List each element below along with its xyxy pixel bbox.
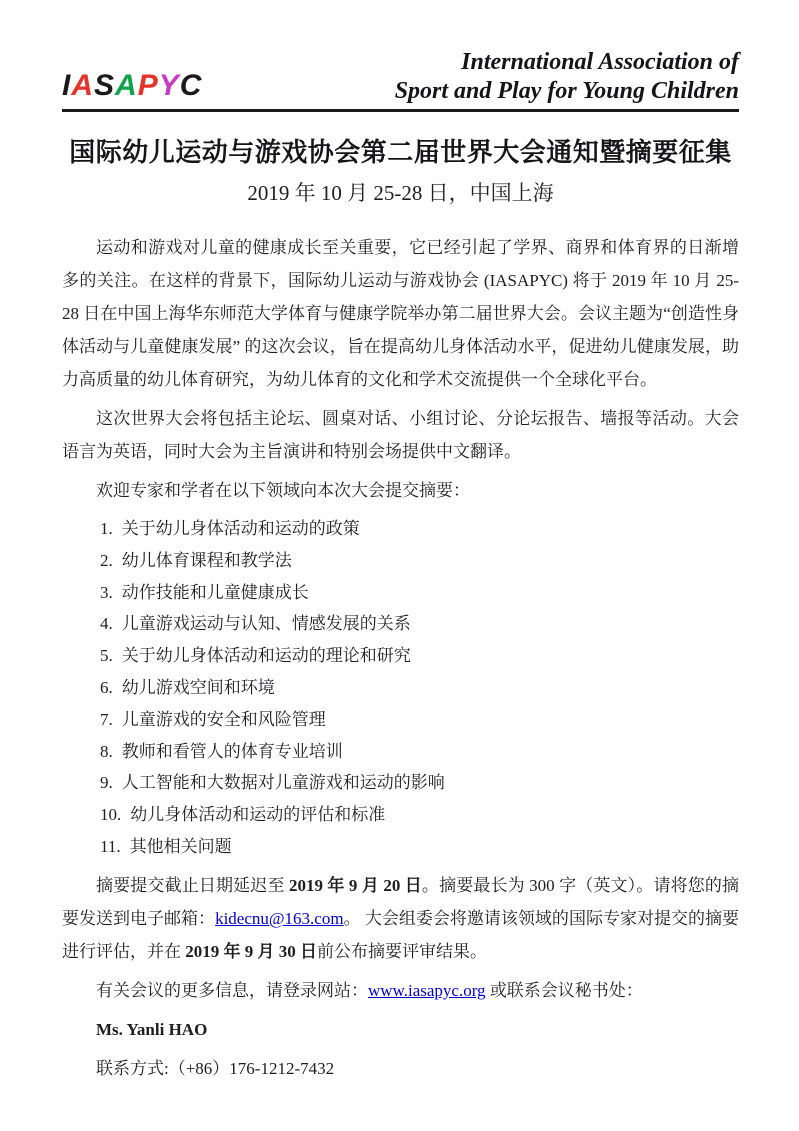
topic-item	[100, 767, 739, 799]
logo-letter: I	[62, 69, 72, 102]
topic-item	[100, 513, 739, 545]
topic-number: 4.	[100, 614, 113, 634]
abstract-paragraph	[62, 869, 739, 968]
topic-number: 11.	[100, 836, 121, 856]
topic-item	[100, 608, 739, 640]
topic-number: 3.	[100, 582, 113, 602]
logo-letter: A	[71, 69, 95, 102]
text-segment: 前公布摘要评审结果。	[317, 941, 487, 961]
topic-label: 儿童游戏的安全和风险管理	[121, 709, 326, 729]
logo-letter: C	[179, 69, 203, 102]
document-body	[62, 231, 739, 1085]
topic-label: 关于幼儿身体活动和运动的理论和研究	[121, 646, 411, 666]
logo-letter: S	[94, 69, 116, 102]
topic-label: 教师和看管人的体育专业培训	[121, 741, 343, 761]
topic-number: 5.	[100, 646, 113, 666]
topic-number: 8.	[100, 741, 113, 761]
topics-list	[62, 513, 739, 863]
submission-deadline: 2019 年 9 月 20 日	[289, 875, 422, 895]
topic-label: 幼儿游戏空间和环境	[121, 677, 275, 697]
topic-item	[100, 545, 739, 577]
doc-title: 国际幼儿运动与游戏协会第二届世界大会通知暨摘要征集	[69, 138, 732, 167]
topic-number: 2.	[100, 550, 113, 570]
topic-item	[100, 640, 739, 672]
topic-item	[100, 736, 739, 768]
topic-label: 幼儿体育课程和教学法	[121, 550, 292, 570]
org-name-line1: International Association of	[461, 49, 739, 75]
topic-number: 6.	[100, 677, 113, 697]
contact-name: Ms. Yanli HAO	[96, 1019, 208, 1039]
topic-item	[100, 672, 739, 704]
topic-number: 1.	[100, 519, 113, 538]
topic-label: 儿童游戏运动与认知、情感发展的关系	[121, 614, 411, 634]
logo-letter: P	[137, 69, 159, 102]
text-segment: 。 大会组委会将邀请该领域的国际专家对提交的摘要进行评估，并在	[62, 908, 740, 961]
logo-letter: A	[115, 69, 138, 102]
text-segment: 摘要提交截止日期延迟至	[96, 875, 289, 895]
contact-phone: 联系方式:（+86）176-1212-7432	[96, 1058, 335, 1078]
topic-item	[100, 831, 739, 863]
topic-item	[100, 577, 739, 609]
org-name	[395, 48, 739, 106]
org-logo	[62, 69, 202, 106]
website-link[interactable]: www.iasapyc.org	[368, 980, 486, 1000]
logo-letter: Y	[158, 69, 180, 102]
intro-paragraph: 运动和游戏对儿童的健康成长至关重要，它已经引起了学界、商界和体育界的日渐增多的关注。在这样的背景下，国际幼儿运动与游戏协会 (IASAPYC) 将于 2019 年 10 月 25-28 日在中国上海华东师范大学体育与健康学院举办第二届世界大会。会议主题为“创造性身体活动与儿童健康发展” 的这次会议，旨在提高幼儿身体活动水平，促进幼儿健康发展，助力高质量的幼儿体育研究，为幼儿体育的文化和学术交流提供一个全球化平台。	[62, 238, 739, 389]
text-segment: 或联系会议秘书处：	[485, 980, 643, 1000]
topic-item	[100, 799, 739, 831]
topic-label: 关于幼儿身体活动和运动的政策	[121, 519, 360, 538]
text-segment: 有关会议的更多信息，请登录网站：	[96, 980, 368, 1000]
topic-label: 人工智能和大数据对儿童游戏和运动的影响	[121, 773, 445, 793]
topic-label: 动作技能和儿童健康成长	[121, 582, 309, 602]
program-paragraph: 这次世界大会将包括主论坛、圆桌对话、小组讨论、分论坛报告、墙报等活动。大会语言为英语，同时大会为主旨演讲和特别会场提供中文翻译。	[62, 409, 739, 461]
topics-intro: 欢迎专家和学者在以下领域向本次大会提交摘要：	[96, 481, 470, 500]
header	[62, 48, 739, 106]
topic-number: 9.	[100, 773, 113, 793]
review-deadline: 2019 年 9 月 30 日	[185, 941, 317, 961]
doc-subtitle: 2019 年 10 月 25-28 日，中国上海	[247, 181, 554, 205]
org-name-line2: Sport and Play for Young Children	[394, 78, 739, 104]
text-segment: 。摘要最长为 300 字（英文）。请将您的摘要发送到电子邮箱：	[62, 875, 740, 928]
topic-number: 10.	[100, 805, 122, 825]
topic-number: 7.	[100, 709, 113, 729]
topic-item	[100, 704, 739, 736]
header-divider	[62, 109, 739, 112]
more-info-paragraph	[62, 974, 739, 1007]
topic-label: 幼儿身体活动和运动的评估和标准	[130, 805, 386, 825]
email-link[interactable]: kidecnu@163.com	[215, 908, 344, 928]
topic-label: 其他相关问题	[129, 836, 232, 856]
